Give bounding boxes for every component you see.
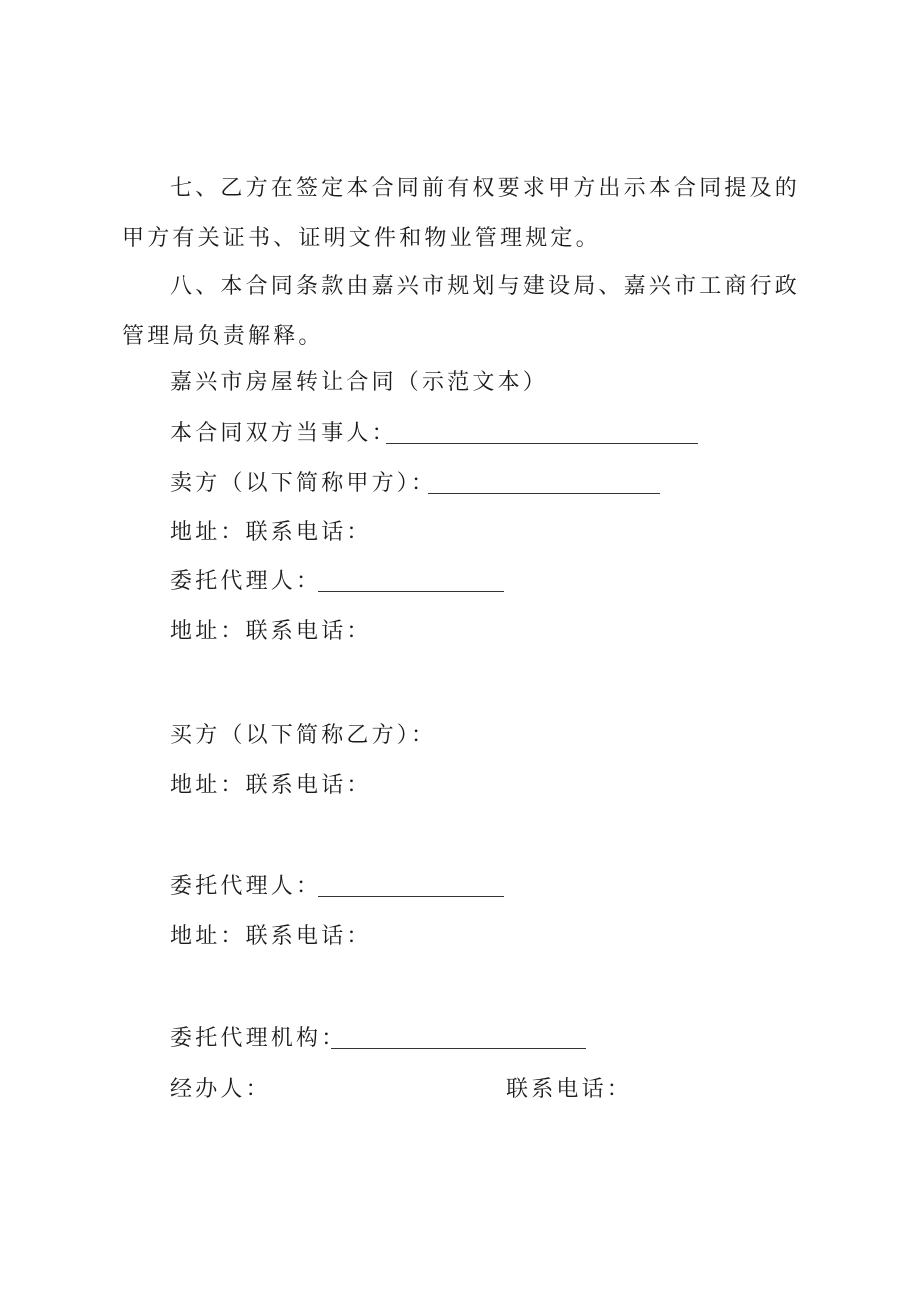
parties-blank-line — [386, 443, 698, 444]
handler-label: 经办人： — [170, 1077, 271, 1102]
seller-agent-label: 委托代理人： — [170, 569, 322, 594]
buyer-address-phone: 地址：联系电话： — [170, 773, 372, 798]
parties-label: 本合同双方当事人： — [170, 421, 397, 446]
seller-label: 卖方（以下简称甲方）： — [170, 471, 437, 496]
agency-blank-line — [331, 1048, 586, 1049]
clause-7: 七、乙方在签定本合同前有权要求甲方出示本合同提及的甲方有关证书、证明文件和物业管理规定。 — [122, 176, 801, 251]
seller-agent-address-phone: 地址：联系电话： — [170, 619, 372, 644]
buyer-agent-address-phone: 地址：联系电话： — [170, 924, 372, 949]
agency-label: 委托代理机构： — [170, 1026, 347, 1051]
agency-phone-label: 联系电话： — [506, 1077, 633, 1102]
buyer-label: 买方（以下简称乙方）： — [170, 723, 437, 748]
seller-agent-blank-line — [318, 591, 504, 592]
buyer-agent-label: 委托代理人： — [170, 874, 322, 899]
contract-title: 嘉兴市房屋转让合同（示范文本） — [170, 370, 549, 395]
clause-8: 八、本合同条款由嘉兴市规划与建设局、嘉兴市工商行政管理局负责解释。 — [122, 274, 801, 349]
seller-address-phone: 地址：联系电话： — [170, 520, 372, 545]
buyer-agent-blank-line — [318, 896, 504, 897]
seller-blank-line — [428, 493, 660, 494]
